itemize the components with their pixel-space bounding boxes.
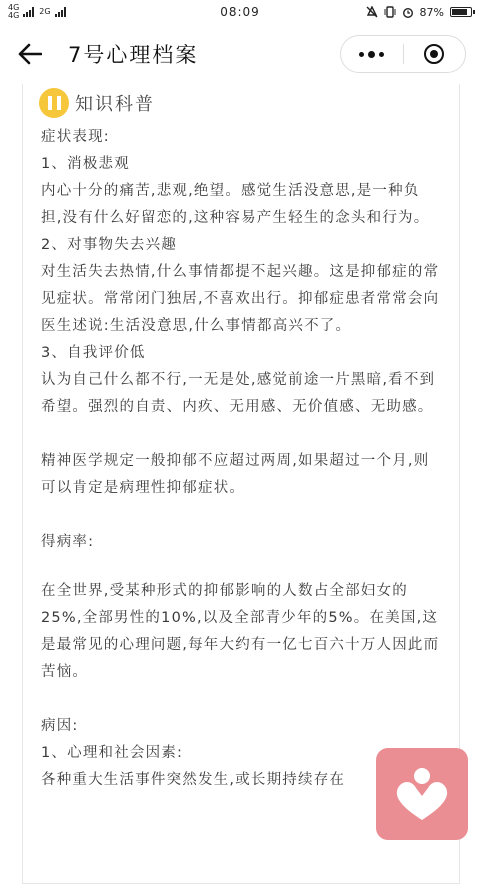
alarm-icon <box>402 6 414 18</box>
article-content <box>41 124 441 794</box>
navigation-bar <box>0 24 480 84</box>
arrow-left-icon <box>18 43 42 65</box>
vibrate-icon <box>384 6 396 18</box>
target-icon <box>424 44 444 64</box>
back-button[interactable] <box>12 36 48 72</box>
paragraph: 精神医学规定一般抑郁不应超过两周,如果超过一个月,则可以肯定是病理性抑郁症状。 <box>41 453 430 496</box>
more-button[interactable] <box>341 36 403 72</box>
symptom-heading: 1、消极悲观 <box>41 156 130 172</box>
battery-icon <box>450 7 472 17</box>
signal-label-2: 4G <box>8 11 20 20</box>
symptom-heading: 2、对事物失去兴趣 <box>41 237 178 253</box>
more-dots-icon <box>359 51 384 58</box>
book-icon <box>39 88 69 118</box>
section-heading: 症状表现: <box>41 129 110 145</box>
spacer <box>41 686 441 713</box>
status-right <box>366 6 472 19</box>
page-title: 7号心理档案 <box>68 43 199 67</box>
paragraph: 内心十分的痛苦,悲观,绝望。感觉生活没意思,是一种负担,没有什么好留恋的,这种容易产生轻生的念头和行为。 <box>41 183 430 226</box>
symptom-heading: 1、心理和社会因素: <box>41 745 184 761</box>
spacer <box>41 421 441 448</box>
spacer <box>41 556 441 578</box>
heart-person-icon <box>390 762 454 826</box>
spacer <box>41 502 441 529</box>
signal-bars-icon-2 <box>55 7 67 17</box>
clock: 08:09 <box>220 5 260 19</box>
status-bar <box>0 0 480 24</box>
floating-heart-button[interactable] <box>376 748 468 840</box>
paragraph: 在全世界,受某种形式的抑郁影响的人数占全部妇女的25%,全部男性的10%,以及全部青少年的5%。在美国,这是最常见的心理问题,每年大约有一亿七百六十万人因此而苦恼。 <box>41 583 440 680</box>
section-heading: 病因: <box>41 718 79 734</box>
card-title: 知识科普 <box>75 94 155 115</box>
paragraph: 认为自己什么都不行,一无是处,感觉前途一片黑暗,看不到希望。强烈的自责、内疚、无用感、无价值感、无助感。 <box>41 372 436 415</box>
battery-percent: 87% <box>419 5 444 19</box>
paragraph: 各种重大生活事件突然发生,或长期持续存在 <box>41 772 346 788</box>
paragraph: 对生活失去热情,什么事情都提不起兴趣。这是抑郁症的常见症状。常常闭门独居,不喜欢出行。抑郁症患者常常会向医生述说:生活没意思,什么事情都高兴不了。 <box>41 264 440 334</box>
close-mini-program-button[interactable] <box>404 36 466 72</box>
card-header <box>39 84 441 122</box>
symptom-heading: 3、自我评价低 <box>41 345 146 361</box>
signal-indicators <box>8 4 67 20</box>
signal-bars-icon <box>23 7 35 17</box>
mute-icon <box>366 6 378 18</box>
signal-label-1: 4G <box>8 3 20 12</box>
section-heading: 得病率: <box>41 534 95 550</box>
signal-label-3: 2G <box>39 7 51 16</box>
mini-program-capsule <box>340 35 466 73</box>
